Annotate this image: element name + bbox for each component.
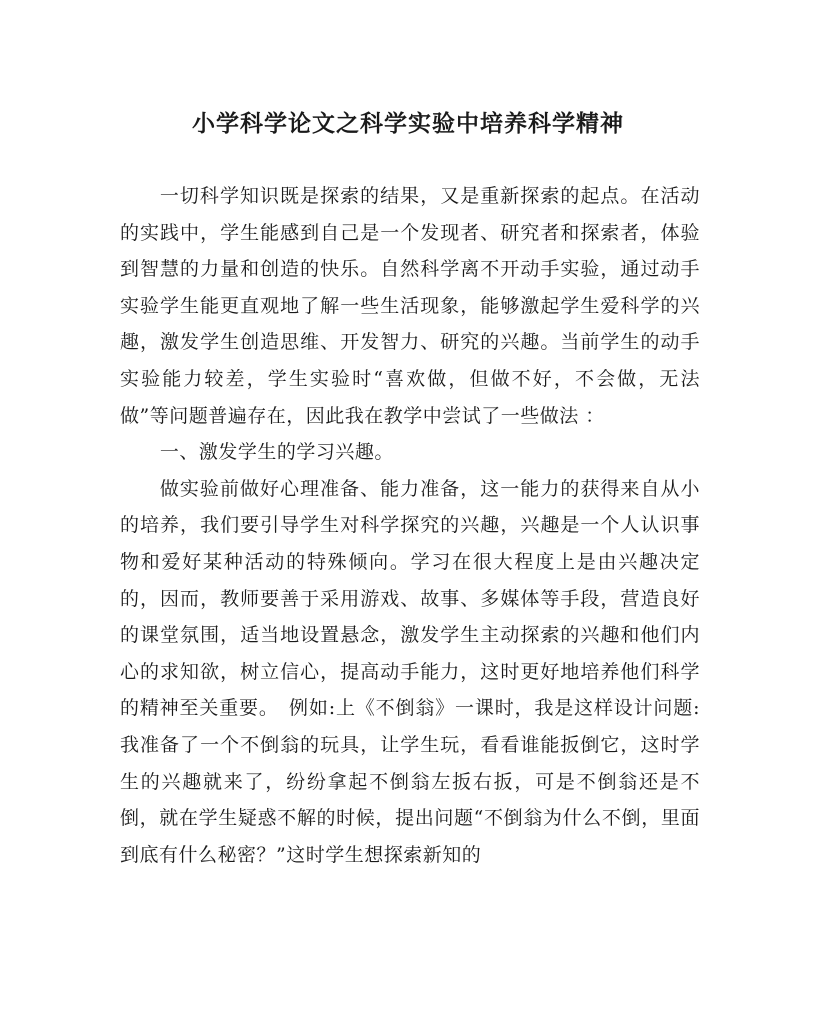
document-body (120, 178, 700, 873)
document-title: 小学科学论文之科学实验中培养科学精神 (192, 110, 624, 137)
paragraph-section-1: 做实验前做好心理准备、能力准备，这一能力的获得来自从小的培养，我们要引导学生对科学探究的兴趣，兴趣是一个人认识事物和爱好某种活动的特殊倾向。学习在很大程度上是由兴趣决定的，因而，教师要善于采用游戏、故事、多媒体等手段，营造良好的课堂氛围，适当地设置悬念，激发学生主动探索的兴趣和他们内心的求知欲，树立信心，提高动手能力，这时更好地培养他们科学的精神至关重要。 例如:上《不倒翁》一课时，我是这样设计问题: 我准备了一个不倒翁的玩具，让学生玩，看看谁能扳倒它，这时学生的兴趣就来了，纷纷拿起不倒翁左扳右扳，可是不倒翁还是不倒，就在学生疑惑不解的时候，提出问题“不倒翁为什么不倒，里面到底有什么秘密？”这时学生想探索新知的 (120, 477, 700, 866)
section-heading-1: 一、激发学生的学习兴趣。 (159, 441, 394, 464)
paragraph-intro: 一切科学知识既是探索的结果，又是重新探索的起点。在活动的实践中，学生能感到自己是一个发现者、研究者和探索者，体验到智慧的力量和创造的快乐。自然科学离不开动手实验，通过动手实验学生能更直观地了解一些生活现象，能够激起学生爱科学的兴趣，激发学生创造思维、开发智力、研究的兴趣。当前学生的动手实验能力较差，学生实验时“喜欢做，但做不好，不会做，无法做”等问题普遍存在，因此我在教学中尝试了一些做法 ： (120, 185, 700, 427)
